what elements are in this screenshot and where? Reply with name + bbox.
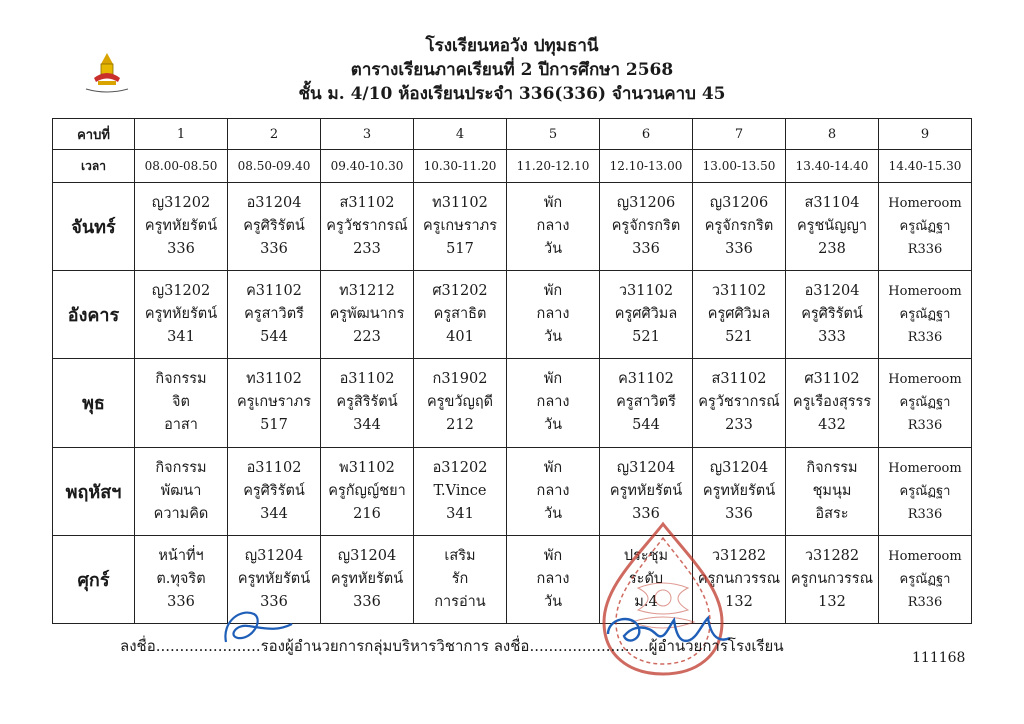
teacher-name: ครูศศิวิมล	[614, 306, 678, 323]
room-number: 333	[818, 329, 846, 346]
day-name: พุธ	[53, 359, 135, 447]
room-number: R336	[907, 594, 943, 610]
room-number: 517	[446, 240, 474, 257]
schedule-cell	[507, 271, 600, 359]
schedule-cell	[135, 271, 228, 359]
teacher-name: ครูณัฏฐา	[899, 571, 951, 587]
subject-code: พัก	[543, 283, 563, 300]
subject-code: ส31104	[804, 194, 860, 211]
subject-code: กิจกรรม	[806, 459, 858, 476]
room-number: 336	[167, 240, 195, 257]
teacher-name: ครูสาธิต	[433, 306, 487, 323]
schedule-cell	[228, 359, 321, 447]
teacher-name: ครูทหัยรัตน์	[237, 570, 311, 587]
subject-code: Homeroom	[888, 195, 962, 211]
room-number: 238	[818, 240, 846, 257]
subject-code: ท31102	[246, 371, 302, 388]
role-academic-deputy: รองผู้อำนวยการกลุ่มบริหารวิชาการ	[260, 637, 489, 655]
subject-code: ประชุม	[623, 547, 669, 564]
schedule-cell	[786, 535, 879, 623]
room-number: 223	[353, 329, 381, 346]
room-number: R336	[907, 241, 943, 257]
teacher-name: ครูทหัยรัตน์	[144, 217, 218, 234]
sign-label-2: ลงชื่อ.........................	[493, 637, 649, 655]
time-slot: 08.00-08.50	[135, 150, 228, 182]
day-row	[53, 182, 972, 270]
schedule-cell	[693, 271, 786, 359]
teacher-name: ครูศิริรัตน์	[243, 217, 305, 234]
timetable	[52, 118, 972, 624]
subject-code: หน้าที่ฯ	[158, 547, 204, 564]
room-number: วัน	[543, 593, 563, 610]
schedule-cell	[414, 535, 507, 623]
teacher-name: ครูทหัยรัตน์	[609, 482, 683, 499]
room-number: 544	[632, 417, 660, 434]
time-slot: 14.40-15.30	[879, 150, 972, 182]
subject-code: อ31204	[246, 194, 302, 211]
schedule-cell	[321, 182, 414, 270]
room-number: 132	[818, 593, 846, 610]
subject-code: ส31102	[711, 371, 767, 388]
schedule-cell	[321, 359, 414, 447]
room-number: การอ่าน	[434, 593, 486, 610]
room-number: 336	[167, 593, 195, 610]
schedule-cell	[879, 447, 972, 535]
room-number: 336	[725, 240, 753, 257]
period-number: 5	[507, 119, 600, 150]
room-number: 521	[725, 329, 753, 346]
room-number: 344	[353, 417, 381, 434]
room-number: วัน	[543, 240, 563, 257]
subject-code: อ31202	[432, 459, 488, 476]
subject-code: พัก	[543, 371, 563, 388]
day-row	[53, 271, 972, 359]
subject-code: อ31102	[339, 371, 395, 388]
schedule-cell	[135, 447, 228, 535]
subject-code: ว31282	[804, 547, 860, 564]
period-number: 2	[228, 119, 321, 150]
schedule-cell	[879, 271, 972, 359]
room-number: R336	[907, 418, 943, 434]
room-number: 336	[260, 240, 288, 257]
schedule-cell	[786, 182, 879, 270]
schedule-cell	[135, 182, 228, 270]
teacher-name: พัฒนา	[160, 482, 202, 499]
room-number: R336	[907, 506, 943, 522]
teacher-name: ครูวัชรากรณ์	[326, 217, 408, 234]
period-number: 3	[321, 119, 414, 150]
teacher-name: ครูเกษราภร	[422, 217, 498, 234]
room-number: ม.4	[634, 593, 658, 610]
period-header-row	[53, 119, 972, 150]
teacher-name: ระดับ	[628, 570, 664, 587]
teacher-name: กลาง	[536, 306, 570, 323]
class-info: ชั้น ม. 4/10 ห้องเรียนประจำ 336(336) จำนวนคาบ 45	[298, 84, 726, 104]
teacher-name: ครูเกษราภร	[236, 394, 312, 411]
teacher-name: กลาง	[536, 394, 570, 411]
subject-code: ว31102	[618, 283, 674, 300]
subject-code: ญ31204	[709, 459, 769, 476]
teacher-name: ครูสิริรัตน์	[336, 394, 398, 411]
teacher-name: ครูกัญญ์ชยา	[328, 482, 406, 499]
subject-code: ญ31206	[709, 194, 769, 211]
schedule-cell	[879, 359, 972, 447]
subject-code: อ31204	[804, 283, 860, 300]
period-number: 7	[693, 119, 786, 150]
schedule-cell	[321, 447, 414, 535]
teacher-name: ครูศิริรัตน์	[243, 482, 305, 499]
teacher-name: ครูทหัยรัตน์	[144, 306, 218, 323]
teacher-name: ครูจักรกริต	[611, 217, 681, 234]
day-row	[53, 359, 972, 447]
time-slot: 09.40-10.30	[321, 150, 414, 182]
subject-code: Homeroom	[888, 284, 962, 300]
schedule-cell	[228, 182, 321, 270]
subject-code: ญ31204	[244, 547, 304, 564]
room-number: วัน	[543, 329, 563, 346]
room-number: 544	[260, 329, 288, 346]
schedule-cell	[414, 359, 507, 447]
period-number: 1	[135, 119, 228, 150]
period-number: 4	[414, 119, 507, 150]
room-number: 517	[260, 417, 288, 434]
subject-code: ศ31102	[804, 371, 860, 388]
teacher-name: ครูขวัญฤดี	[426, 394, 494, 411]
day-name: จันทร์	[53, 182, 135, 270]
schedule-cell	[135, 359, 228, 447]
time-slot: 13.40-14.40	[786, 150, 879, 182]
schedule-cell	[228, 447, 321, 535]
subject-code: ส31102	[339, 194, 395, 211]
subject-code: ก31902	[432, 371, 488, 388]
schedule-cell	[786, 271, 879, 359]
teacher-name: ครูณัฏฐา	[899, 307, 951, 323]
teacher-name: รัก	[451, 570, 469, 587]
role-director: ผู้อำนวยการโรงเรียน	[648, 637, 784, 655]
subject-code: พ31102	[339, 459, 395, 476]
subject-code: ว31102	[711, 283, 767, 300]
room-number: 336	[632, 240, 660, 257]
teacher-name: กลาง	[536, 217, 570, 234]
subject-code: Homeroom	[888, 372, 962, 388]
teacher-name: ครูณัฏฐา	[899, 218, 951, 234]
schedule-cell	[786, 359, 879, 447]
room-number: R336	[907, 330, 943, 346]
room-number: 336	[725, 505, 753, 522]
room-number: 336	[260, 593, 288, 610]
period-number: 8	[786, 119, 879, 150]
subject-code: ค31102	[618, 371, 674, 388]
subject-code: Homeroom	[888, 460, 962, 476]
room-number: 341	[446, 505, 474, 522]
teacher-name: กลาง	[536, 482, 570, 499]
teacher-name: ครูณัฏฐา	[899, 395, 951, 411]
subject-code: ญ31204	[337, 547, 397, 564]
subject-code: กิจกรรม	[155, 371, 207, 388]
room-number: วัน	[543, 417, 563, 434]
schedule-cell	[507, 359, 600, 447]
period-label: คาบที่	[53, 119, 135, 150]
schedule-cell	[321, 271, 414, 359]
time-slot: 13.00-13.50	[693, 150, 786, 182]
room-number: ความคิด	[153, 505, 209, 522]
teacher-name: ครูวัชรากรณ์	[698, 394, 780, 411]
room-number: 216	[353, 505, 381, 522]
teacher-name: ต.ทุจริต	[156, 570, 206, 587]
teacher-name: ครูศิริรัตน์	[801, 306, 863, 323]
schedule-cell	[693, 359, 786, 447]
subject-code: กิจกรรม	[155, 459, 207, 476]
teacher-name: ครูณัฏฐา	[899, 483, 951, 499]
room-number: 336	[353, 593, 381, 610]
schedule-cell	[228, 271, 321, 359]
subject-code: ว31282	[711, 547, 767, 564]
term-title: ตารางเรียนภาคเรียนที่ 2 ปีการศึกษา 2568	[350, 60, 674, 80]
teacher-name: ครูกนกวรรณ	[790, 570, 874, 587]
teacher-name: กลาง	[536, 570, 570, 587]
room-number: 344	[260, 505, 288, 522]
subject-code: ท31102	[432, 194, 488, 211]
room-number: 341	[167, 329, 195, 346]
schedule-cell	[321, 535, 414, 623]
subject-code: พัก	[543, 459, 563, 476]
time-row	[53, 150, 972, 182]
room-number: 336	[632, 505, 660, 522]
document-header	[0, 34, 1024, 106]
subject-code: อ31102	[246, 459, 302, 476]
teacher-name: ครูจักรกริต	[704, 217, 774, 234]
subject-code: Homeroom	[888, 548, 962, 564]
schedule-cell	[414, 182, 507, 270]
teacher-name: ครูสาวิตรี	[616, 394, 676, 411]
period-number: 6	[600, 119, 693, 150]
document-number: 111168	[912, 650, 966, 666]
schedule-cell	[507, 447, 600, 535]
room-number: 212	[446, 417, 474, 434]
period-number: 9	[879, 119, 972, 150]
schedule-cell	[414, 271, 507, 359]
schedule-cell	[600, 359, 693, 447]
room-number: 432	[818, 417, 846, 434]
room-number: อาสา	[164, 417, 198, 434]
subject-code: พัก	[543, 547, 563, 564]
school-name: โรงเรียนหอวัง ปทุมธานี	[425, 36, 599, 56]
schedule-cell	[786, 447, 879, 535]
room-number: 521	[632, 329, 660, 346]
subject-code: เสริม	[444, 547, 476, 564]
room-number: 233	[353, 240, 381, 257]
subject-code: ญ31202	[151, 283, 211, 300]
time-slot: 12.10-13.00	[600, 150, 693, 182]
time-slot: 08.50-09.40	[228, 150, 321, 182]
teacher-name: ชุมนุม	[812, 482, 852, 499]
time-slot: 11.20-12.10	[507, 150, 600, 182]
teacher-name: ครูทหัยรัตน์	[702, 482, 776, 499]
schedule-cell	[600, 182, 693, 270]
room-number: 233	[725, 417, 753, 434]
signature-line	[120, 634, 784, 658]
subject-code: ญ31204	[616, 459, 676, 476]
room-number: 401	[446, 329, 474, 346]
day-name: ศุกร์	[53, 535, 135, 623]
teacher-name: ครูพัฒนากร	[329, 306, 405, 323]
schedule-cell	[600, 271, 693, 359]
subject-code: ศ31202	[432, 283, 488, 300]
teacher-name: ครูสาวิตรี	[244, 306, 304, 323]
teacher-name: ครูกนกวรรณ	[697, 570, 781, 587]
day-row	[53, 535, 972, 623]
day-name: อังคาร	[53, 271, 135, 359]
subject-code: ท31212	[339, 283, 395, 300]
teacher-name: T.Vince	[433, 482, 487, 499]
room-number: 132	[725, 593, 753, 610]
room-number: อิสระ	[815, 505, 849, 522]
subject-code: ค31102	[246, 283, 302, 300]
teacher-name: ครูทหัยรัตน์	[330, 570, 404, 587]
schedule-cell	[693, 182, 786, 270]
sign-label-1: ลงชื่อ......................	[120, 637, 261, 655]
day-name: พฤหัสฯ	[53, 447, 135, 535]
schedule-cell	[507, 182, 600, 270]
room-number: วัน	[543, 505, 563, 522]
teacher-name: ครูชนัญญา	[796, 217, 868, 234]
schedule-cell	[879, 535, 972, 623]
schedule-cell	[879, 182, 972, 270]
schedule-cell	[507, 535, 600, 623]
time-label: เวลา	[53, 150, 135, 182]
time-slot: 10.30-11.20	[414, 150, 507, 182]
schedule-cell	[135, 535, 228, 623]
day-row	[53, 447, 972, 535]
subject-code: ญ31202	[151, 194, 211, 211]
subject-code: ญ31206	[616, 194, 676, 211]
schedule-cell	[414, 447, 507, 535]
teacher-name: ครูศศิวิมล	[707, 306, 771, 323]
teacher-name: จิต	[172, 394, 190, 411]
subject-code: พัก	[543, 194, 563, 211]
teacher-name: ครูเรืองสุรรร	[792, 394, 872, 411]
